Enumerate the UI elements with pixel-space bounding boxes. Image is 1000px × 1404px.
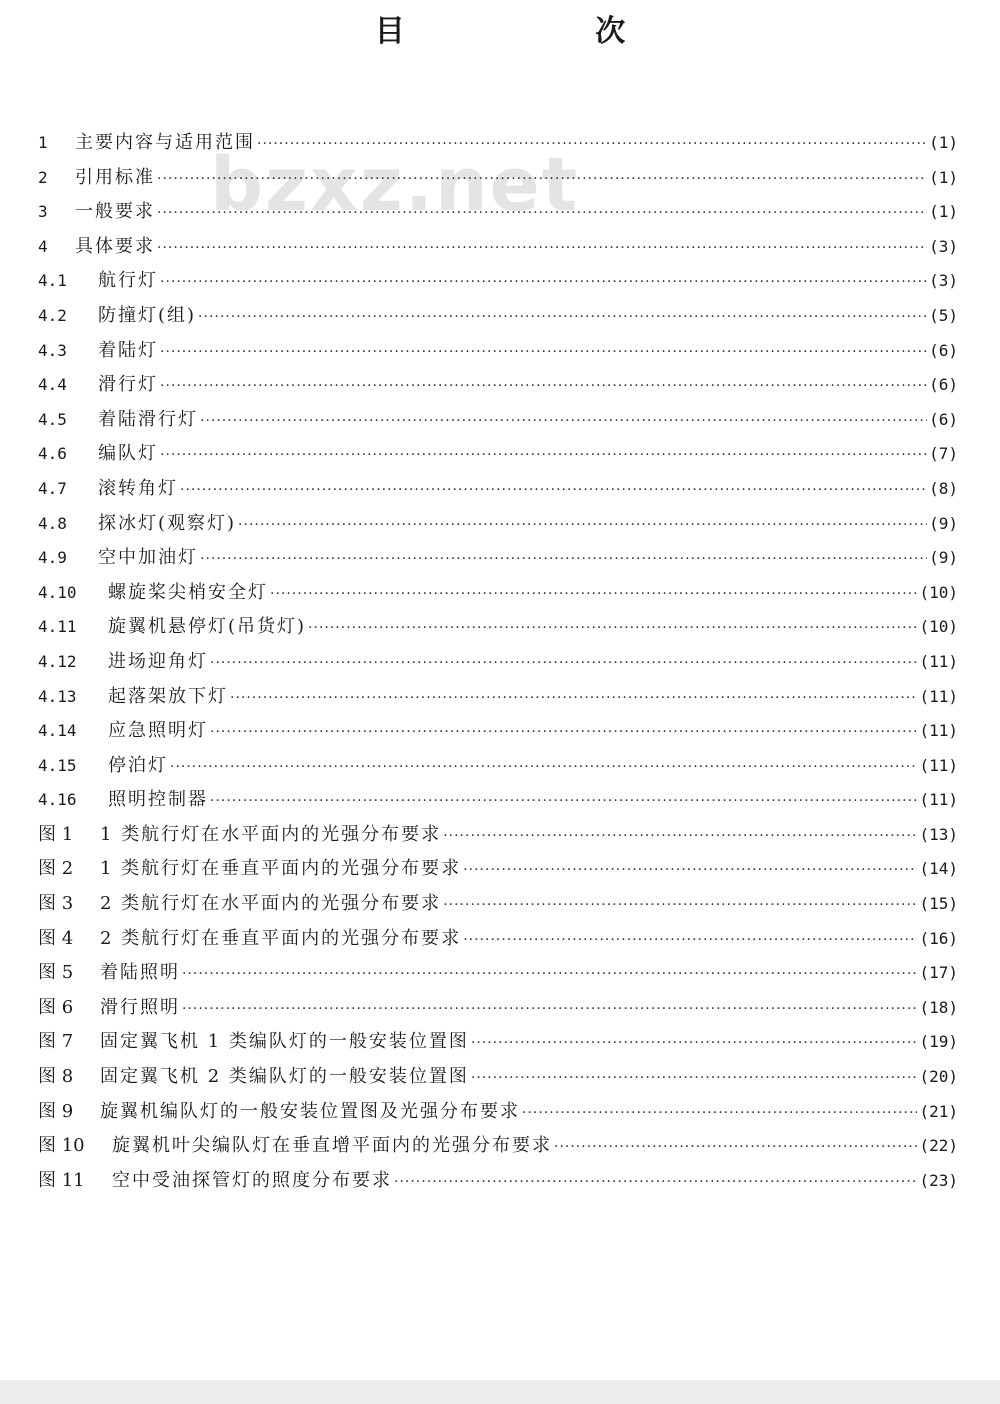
toc-entry-page: (10)	[919, 582, 958, 602]
toc-entry[interactable]	[38, 543, 958, 578]
toc-leader	[200, 413, 927, 429]
toc-entry-label: 螺旋桨尖梢安全灯	[108, 581, 268, 603]
toc-entry-label: 滑行照明	[100, 996, 180, 1018]
toc-leader	[198, 309, 927, 325]
toc-entry-page: (11)	[919, 651, 958, 671]
toc-entry-label: 编队灯	[98, 443, 158, 465]
toc-entry[interactable]	[38, 751, 958, 786]
toc-entry-page: (19)	[919, 1032, 958, 1052]
toc-entry-number: 4.10	[38, 582, 77, 602]
toc-leader	[471, 1070, 918, 1086]
toc-entry[interactable]	[38, 1166, 958, 1201]
toc-entry-page: (22)	[919, 1136, 958, 1156]
toc-entry-page: (8)	[929, 478, 958, 498]
toc-entry-page: (7)	[929, 444, 958, 464]
toc-entry-number: 图 3	[38, 893, 74, 915]
toc-leader	[210, 655, 917, 671]
page-bottom-edge	[0, 1380, 1000, 1404]
toc-leader	[160, 447, 927, 463]
toc-entry-number: 4.9	[38, 548, 67, 568]
toc-leader	[443, 897, 917, 913]
toc-entry-number: 4.12	[38, 651, 77, 671]
toc-entry[interactable]	[38, 1062, 958, 1097]
toc-entry-number: 4.11	[38, 617, 77, 637]
toc-entry-number: 4.7	[38, 478, 67, 498]
toc-entry-page: (18)	[919, 997, 958, 1017]
toc-entry-number: 4.1	[38, 271, 67, 291]
toc-leader	[157, 205, 927, 221]
toc-entry-page: (11)	[919, 686, 958, 706]
toc-leader	[522, 1105, 917, 1121]
toc-entry-number: 图 8	[38, 1066, 74, 1088]
toc-entry-page: (9)	[929, 548, 958, 568]
toc-entry-number: 4.2	[38, 305, 67, 325]
toc-entry-label: 空中受油探管灯的照度分布要求	[112, 1169, 392, 1191]
toc-entry[interactable]	[38, 958, 958, 993]
toc-leader	[270, 586, 917, 602]
toc-entry-page: (23)	[919, 1170, 958, 1190]
toc-entry-page: (1)	[929, 167, 958, 187]
toc-entry[interactable]	[38, 336, 958, 371]
toc-leader	[554, 1139, 917, 1155]
toc-entry-label: 滚转角灯	[98, 477, 178, 499]
toc-entry-number: 图 6	[38, 996, 74, 1018]
toc-leader	[210, 793, 917, 809]
toc-entry-number: 4	[38, 236, 48, 256]
toc-entry-page: (5)	[929, 305, 958, 325]
toc-entry-number: 图 1	[38, 823, 74, 845]
toc-entry-number: 图 2	[38, 858, 74, 880]
toc-entry-label: 照明控制器	[108, 789, 208, 811]
toc-entry-label: 航行灯	[98, 270, 158, 292]
toc-entry-label: 2 类航行灯在垂直平面内的光强分布要求	[100, 927, 462, 949]
toc-leader	[157, 171, 927, 187]
toc-entry-label: 1 类航行灯在垂直平面内的光强分布要求	[100, 858, 462, 880]
toc-leader	[182, 966, 917, 982]
toc-entry-label: 起落架放下灯	[108, 685, 228, 707]
toc-entry-page: (11)	[919, 790, 958, 810]
toc-entry[interactable]	[38, 716, 958, 751]
toc-leader	[157, 240, 927, 256]
toc-entry[interactable]	[38, 405, 958, 440]
toc-entry-label: 着陆照明	[100, 962, 180, 984]
toc-entry[interactable]	[38, 854, 958, 889]
toc-entry-label: 滑行灯	[98, 374, 158, 396]
toc-entry[interactable]	[38, 266, 958, 301]
toc-entry-number: 1	[38, 133, 48, 152]
toc-entry[interactable]	[38, 1097, 958, 1132]
toc-entry-label: 旋翼机编队灯的一般安装位置图及光强分布要求	[100, 1100, 520, 1122]
toc-leader	[182, 1001, 917, 1017]
toc-entry[interactable]	[38, 578, 958, 613]
toc-entry-label: 旋翼机叶尖编队灯在垂直增平面内的光强分布要求	[112, 1135, 552, 1157]
toc-leader	[257, 136, 927, 152]
toc-entry-label: 固定翼飞机 1 类编队灯的一般安装位置图	[100, 1031, 469, 1053]
toc-entry-page: (15)	[919, 894, 958, 914]
toc-entry-page: (10)	[919, 617, 958, 637]
toc-entry-page: (9)	[929, 513, 958, 533]
toc-leader	[210, 724, 917, 740]
toc-entry[interactable]	[38, 370, 958, 405]
toc-entry[interactable]	[38, 197, 958, 232]
toc-entry[interactable]	[38, 820, 958, 855]
toc-leader	[463, 932, 917, 948]
toc-entry[interactable]	[38, 1131, 958, 1166]
toc-entry-number: 图 5	[38, 962, 74, 984]
toc-entry-label: 探冰灯(观察灯)	[98, 512, 237, 534]
toc-leader	[160, 344, 927, 360]
toc-leader	[443, 828, 917, 844]
toc-entry[interactable]	[38, 993, 958, 1028]
toc-entry-label: 应急照明灯	[108, 720, 208, 742]
toc-entry-number: 4.3	[38, 340, 67, 360]
toc-leader	[238, 517, 927, 533]
toc-entry-page: (1)	[929, 133, 958, 152]
toc-entry[interactable]	[38, 232, 958, 267]
toc-entry-page: (21)	[919, 1101, 958, 1121]
toc-entry[interactable]	[38, 128, 958, 163]
toc-entry-number: 图 9	[38, 1100, 74, 1122]
toc-leader	[394, 1174, 917, 1190]
toc-entry-page: (11)	[919, 721, 958, 741]
toc-leader	[180, 482, 927, 498]
toc-entry-page: (17)	[919, 963, 958, 983]
toc-entry[interactable]	[38, 474, 958, 509]
toc-entry-label: 着陆灯	[98, 339, 158, 361]
toc-entry[interactable]	[38, 682, 958, 717]
toc-entry[interactable]	[38, 924, 958, 959]
toc-entry-page: (11)	[919, 755, 958, 775]
toc-entry-label: 引用标准	[75, 166, 155, 188]
toc-entry-label: 一般要求	[75, 201, 155, 223]
toc-entry-label: 具体要求	[75, 235, 155, 257]
toc-entry[interactable]	[38, 1027, 958, 1062]
table-of-contents	[38, 128, 958, 1200]
toc-entry-label: 2 类航行灯在水平面内的光强分布要求	[100, 893, 442, 915]
toc-entry-number: 4.14	[38, 721, 77, 741]
toc-entry[interactable]	[38, 509, 958, 544]
toc-entry-page: (14)	[919, 859, 958, 879]
toc-entry-label: 进场迎角灯	[108, 650, 208, 672]
watermark: bzxz.net	[210, 142, 580, 228]
toc-entry-label: 1 类航行灯在水平面内的光强分布要求	[100, 823, 442, 845]
toc-entry-number: 图 11	[38, 1169, 85, 1191]
toc-entry-number: 3	[38, 202, 48, 222]
toc-entry-page: (6)	[929, 409, 958, 429]
toc-entry[interactable]	[38, 163, 958, 198]
toc-entry-page: (6)	[929, 340, 958, 360]
toc-leader	[170, 759, 917, 775]
toc-leader	[230, 690, 917, 706]
toc-entry-page: (1)	[929, 202, 958, 222]
toc-leader	[160, 378, 927, 394]
toc-entry-label: 防撞灯(组)	[98, 304, 197, 326]
toc-entry[interactable]	[38, 785, 958, 820]
toc-entry[interactable]	[38, 612, 958, 647]
toc-entry-page: (13)	[919, 824, 958, 844]
toc-leader	[200, 551, 927, 567]
toc-entry[interactable]	[38, 301, 958, 336]
toc-entry-label: 空中加油灯	[98, 547, 198, 569]
toc-entry-number: 4.13	[38, 686, 77, 706]
toc-entry-page: (3)	[929, 271, 958, 291]
page-title: 目 次	[374, 14, 716, 49]
toc-entry[interactable]	[38, 439, 958, 474]
toc-entry-label: 停泊灯	[108, 754, 168, 776]
toc-entry-label: 着陆滑行灯	[98, 408, 198, 430]
toc-entry-number: 图 10	[38, 1135, 85, 1157]
toc-entry-number: 2	[38, 167, 48, 187]
toc-leader	[471, 1035, 918, 1051]
toc-entry-number: 4.8	[38, 513, 67, 533]
toc-leader	[160, 274, 927, 290]
toc-entry-page: (20)	[919, 1067, 958, 1087]
toc-entry-label: 旋翼机悬停灯(吊货灯)	[108, 616, 307, 638]
toc-entry[interactable]	[38, 889, 958, 924]
toc-entry-page: (16)	[919, 928, 958, 948]
toc-entry-number: 4.4	[38, 375, 67, 395]
toc-entry-number: 4.16	[38, 790, 77, 810]
toc-entry-label: 固定翼飞机 2 类编队灯的一般安装位置图	[100, 1066, 469, 1088]
toc-entry-label: 主要内容与适用范围	[75, 132, 255, 153]
toc-entry-page: (6)	[929, 375, 958, 395]
toc-leader	[308, 620, 917, 636]
toc-entry-number: 4.15	[38, 755, 77, 775]
toc-entry-number: 图 7	[38, 1031, 74, 1053]
toc-entry-number: 4.5	[38, 409, 67, 429]
toc-entry-number: 4.6	[38, 444, 67, 464]
toc-entry-page: (3)	[929, 236, 958, 256]
toc-entry[interactable]	[38, 647, 958, 682]
toc-leader	[463, 862, 917, 878]
toc-entry-number: 图 4	[38, 927, 74, 949]
